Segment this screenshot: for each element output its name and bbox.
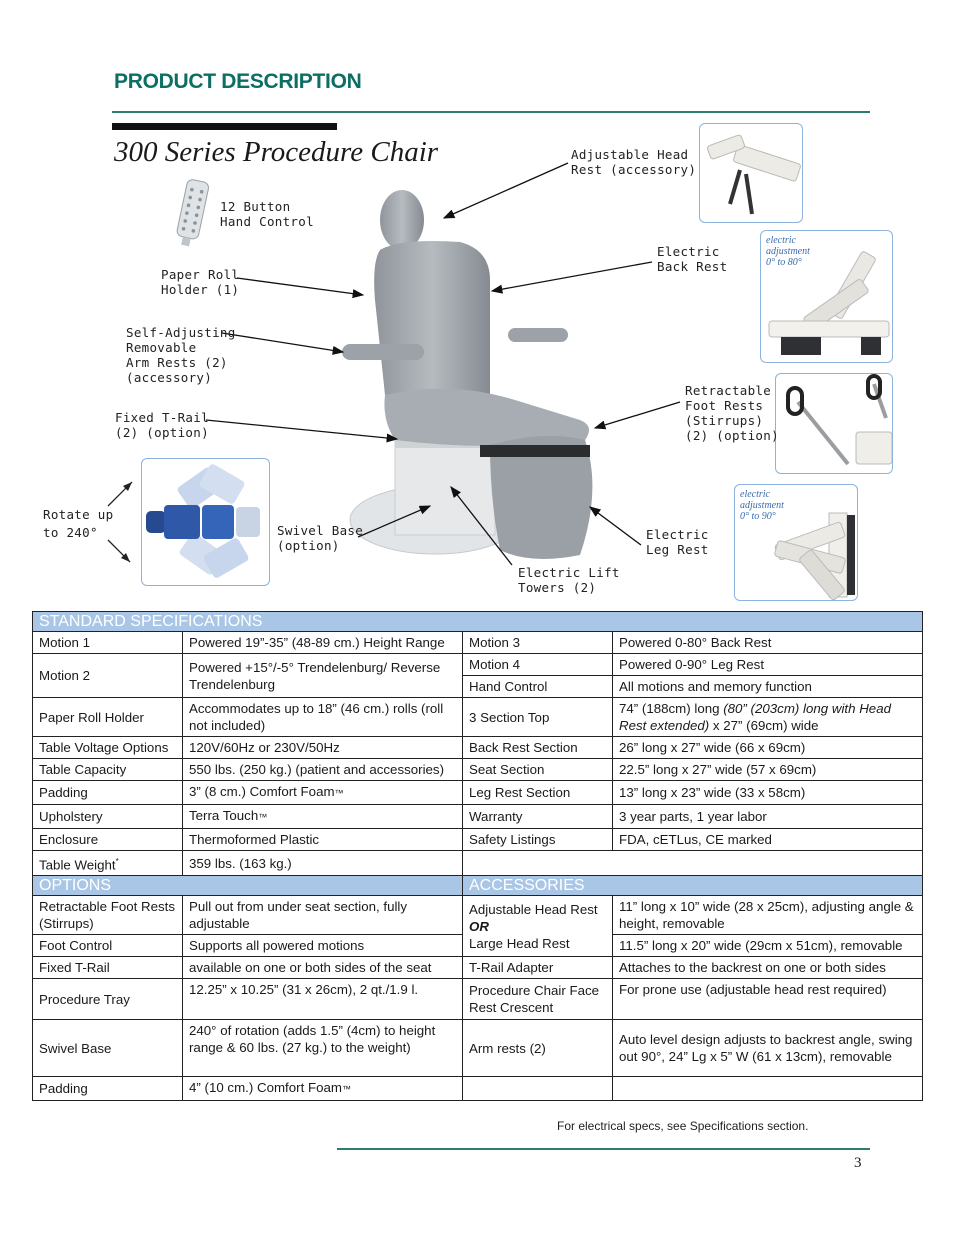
- table-cell: Upholstery: [33, 805, 183, 829]
- adj-head-label: Adjustable Head Rest: [469, 901, 598, 917]
- table-cell: Hand Control: [463, 676, 613, 698]
- table-row: [33, 851, 923, 876]
- table-cell: 3 Section Top: [463, 698, 613, 737]
- table-cell: 11.5” long x 20” wide (29cm x 51cm), removable: [613, 935, 923, 957]
- table-cell: All motions and memory function: [613, 676, 923, 698]
- three-section-width: x 27” (69cm) wide: [709, 718, 819, 733]
- table-cell: 26” long x 27” wide (66 x 69cm): [613, 737, 923, 759]
- table-cell: Seat Section: [463, 759, 613, 781]
- table-cell: Swivel Base: [33, 1020, 183, 1077]
- table-cell: Motion 3: [463, 632, 613, 654]
- table-cell: [613, 1077, 923, 1101]
- table-cell: Table Capacity: [33, 759, 183, 781]
- table-cell: Warranty: [463, 805, 613, 829]
- table-cell: Powered 0-80° Back Rest: [613, 632, 923, 654]
- asterisk: *: [115, 857, 119, 866]
- trademark: ™: [341, 1084, 351, 1095]
- table-cell: Back Rest Section: [463, 737, 613, 759]
- page-number: 3: [854, 1155, 862, 1171]
- table-cell: 240° of rotation (adds 1.5” (4cm) to height range & 60 lbs. (27 kg.) to the weight): [183, 1020, 463, 1077]
- or-label: OR: [469, 918, 489, 934]
- table-cell: Padding: [33, 1077, 183, 1101]
- callout-lines: [0, 0, 954, 610]
- table-cell: Table Voltage Options: [33, 737, 183, 759]
- page-heading: PRODUCT DESCRIPTION: [114, 70, 362, 93]
- table-cell: Powered 0-90° Leg Rest: [613, 654, 923, 676]
- table-cell: Thermoformed Plastic: [183, 829, 463, 851]
- table-cell: Motion 1: [33, 632, 183, 654]
- table-cell: Leg Rest Section: [463, 781, 613, 805]
- padding-text: 3” (8 cm.) Comfort Foam: [189, 784, 335, 799]
- paper-roll-callout: Paper Roll Holder (1): [161, 267, 240, 297]
- table-row: [33, 759, 923, 781]
- specifications-table: [32, 611, 923, 1101]
- table-cell: Powered +15°/-5° Trendelenburg/ Reverse Trendelenburg: [183, 654, 463, 698]
- accessories-header: ACCESSORIES: [463, 876, 923, 896]
- table-cell: Safety Listings: [463, 829, 613, 851]
- table-cell: Padding: [33, 781, 183, 805]
- table-row: [33, 896, 923, 935]
- table-row: [33, 1020, 923, 1077]
- table-row: [33, 957, 923, 979]
- table-cell: For prone use (adjustable head rest required): [613, 979, 923, 1020]
- table-row: [33, 654, 923, 676]
- table-cell: Motion 2: [33, 654, 183, 698]
- lift-towers-callout: Electric Lift Towers (2): [518, 565, 620, 595]
- options-header: OPTIONS: [33, 876, 463, 896]
- back-rest-caption: electric adjustment 0° to 80°: [766, 235, 810, 268]
- table-row: [33, 632, 923, 654]
- large-head-label: Large Head Rest: [469, 935, 570, 951]
- table-cell: Procedure Tray: [33, 979, 183, 1020]
- table-cell: Auto level design adjusts to backrest angle, swing out 90°, 24” Lg x 5” W (61 x 13cm), removable: [613, 1020, 923, 1077]
- table-row: [33, 876, 923, 896]
- table-row: [33, 612, 923, 632]
- leg-rest-callout: Electric Leg Rest: [646, 527, 709, 557]
- table-cell: Foot Control: [33, 935, 183, 957]
- table-cell: Paper Roll Holder: [33, 698, 183, 737]
- table-cell: 3 year parts, 1 year labor: [613, 805, 923, 829]
- table-cell: Attaches to the backrest on one or both sides: [613, 957, 923, 979]
- three-section-length: 74” (188cm) long: [619, 701, 724, 716]
- table-row: [33, 805, 923, 829]
- table-cell: 120V/60Hz or 230V/50Hz: [183, 737, 463, 759]
- table-cell: available on one or both sides of the seat: [183, 957, 463, 979]
- table-row: [33, 698, 923, 737]
- table-cell: [613, 698, 923, 737]
- table-cell: [33, 851, 183, 876]
- hand-control-callout: 12 Button Hand Control: [220, 199, 314, 229]
- bottom-rule: [337, 1148, 870, 1150]
- table-cell: 11” long x 10” wide (28 x 25cm), adjusting angle & height, removable: [613, 896, 923, 935]
- standard-specs-header: STANDARD SPECIFICATIONS: [33, 612, 923, 632]
- leg-rest-caption: electric adjustment 0° to 90°: [740, 489, 784, 522]
- foot-rests-callout: Retractable Foot Rests (Stirrups) (2) (option): [685, 383, 779, 443]
- table-cell: 12.25” x 10.25” (31 x 26cm), 2 qt./1.9 l.: [183, 979, 463, 1020]
- table-cell: 13” long x 23” wide (33 x 58cm): [613, 781, 923, 805]
- table-cell: Enclosure: [33, 829, 183, 851]
- table-cell: Powered 19”-35” (48-89 cm.) Height Range: [183, 632, 463, 654]
- back-rest-callout: Electric Back Rest: [657, 244, 728, 274]
- table-cell: Supports all powered motions: [183, 935, 463, 957]
- electrical-specs-note: For electrical specs, see Specifications section.: [557, 1119, 809, 1133]
- table-row: [33, 829, 923, 851]
- head-rest-callout: Adjustable Head Rest (accessory): [571, 147, 697, 177]
- table-cell: Accommodates up to 18” (46 cm.) rolls (roll not included): [183, 698, 463, 737]
- trademark: ™: [334, 788, 344, 798]
- table-cell: Retractable Foot Rests (Stirrups): [33, 896, 183, 935]
- table-cell: [463, 896, 613, 957]
- table-cell: [463, 851, 923, 876]
- table-cell: FDA, cETLus, CE marked: [613, 829, 923, 851]
- table-cell: Motion 4: [463, 654, 613, 676]
- swivel-base-callout: Swivel Base (option): [277, 523, 364, 553]
- t-rail-callout: Fixed T-Rail (2) (option): [115, 410, 209, 440]
- table-cell: T-Rail Adapter: [463, 957, 613, 979]
- table-cell: Procedure Chair Face Rest Crescent: [463, 979, 613, 1020]
- product-title: 300 Series Procedure Chair: [114, 136, 439, 168]
- table-cell: Arm rests (2): [463, 1020, 613, 1077]
- table-cell: 22.5” long x 27” wide (57 x 69cm): [613, 759, 923, 781]
- table-cell: Fixed T-Rail: [33, 957, 183, 979]
- weight-label: Table Weight: [39, 857, 116, 873]
- trademark: ™: [258, 812, 268, 822]
- three-section-extended: (80” (203cm) long with Head Rest extended): [619, 701, 891, 733]
- table-cell: [183, 805, 463, 829]
- table-cell: [183, 1077, 463, 1101]
- padding2-text: 4” (10 cm.) Comfort Foam: [189, 1080, 342, 1096]
- table-row: [33, 979, 923, 1020]
- table-cell: 359 lbs. (163 kg.): [183, 851, 463, 876]
- table-cell: Pull out from under seat section, fully adjustable: [183, 896, 463, 935]
- table-cell: 550 lbs. (250 kg.) (patient and accessories): [183, 759, 463, 781]
- table-cell: [183, 781, 463, 805]
- arm-rests-callout: Self-Adjusting Removable Arm Rests (2) (accessory): [126, 325, 236, 385]
- upholstery-text: Terra Touch: [189, 808, 259, 823]
- table-row: [33, 737, 923, 759]
- table-row: [33, 781, 923, 805]
- table-row: [33, 1077, 923, 1101]
- rotate-callout: Rotate up to 240°: [43, 507, 114, 540]
- table-cell: [463, 1077, 613, 1101]
